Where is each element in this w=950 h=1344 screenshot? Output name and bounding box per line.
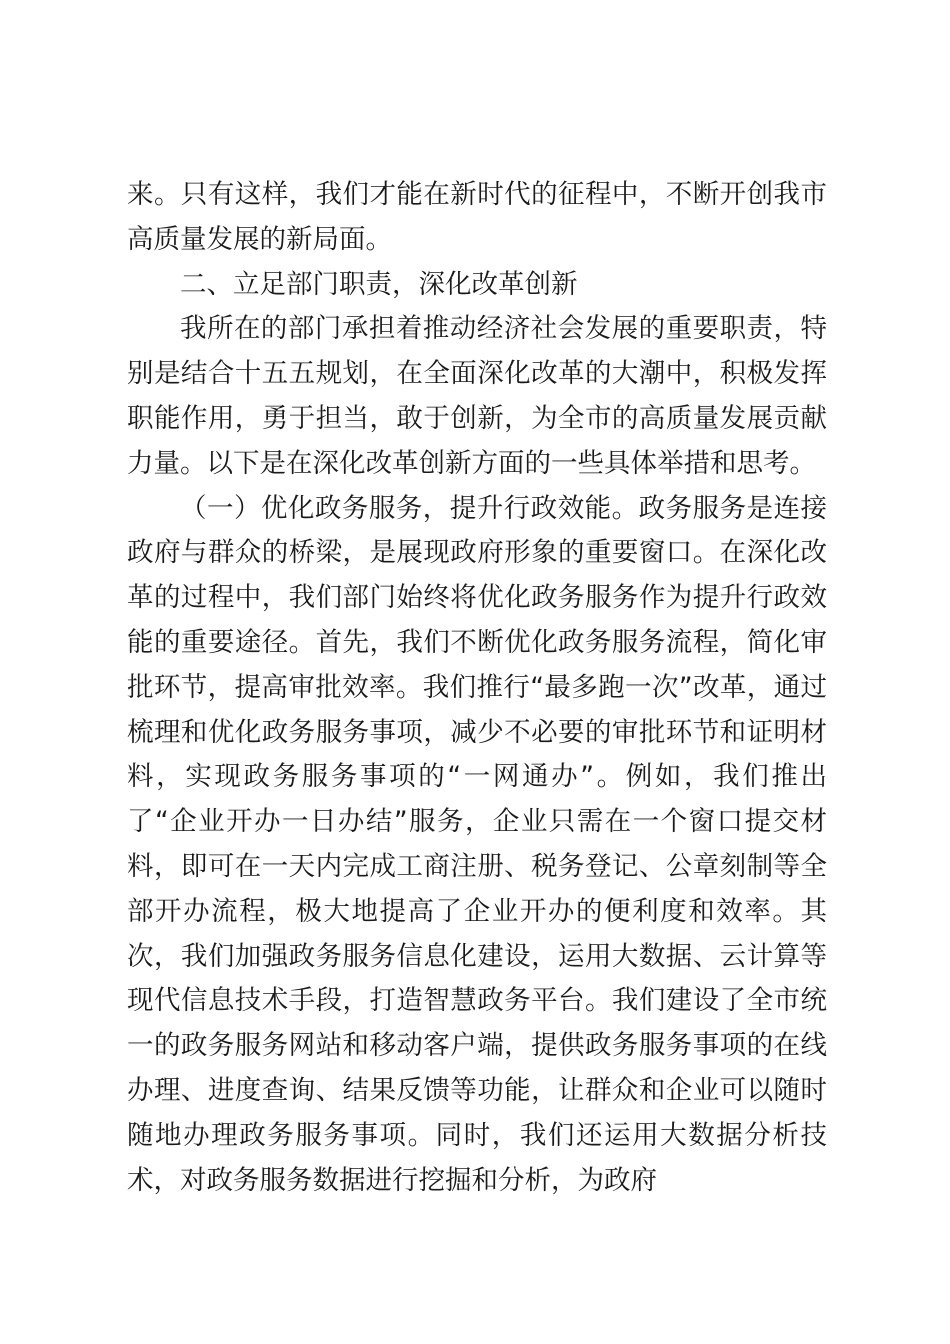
paragraph-subsection-one: （一）优化政务服务，提升行政效能。政务服务是连接政府与群众的桥梁，是展现政府形象的重要窗口。在深化改革的过程中，我们部门始终将优化政务服务作为提升行政效能的重要途径。首先，我们不断优化政务服务流程，简化审批环节，提高审批效率。我们推行“最多跑一次”改革，通过梳理和优化政务服务事项，减少不必要的审批环节和证明材料，实现政务服务事项的“一网通办”。例如，我们推出了“企业开办一日办结”服务，企业只需在一个窗口提交材料，即可在一天内完成工商注册、税务登记、公章刻制等全部开办流程，极大地提高了企业开办的便利度和效率。其次，我们加强政务服务信息化建设，运用大数据、云计算等现代信息技术手段，打造智慧政务平台。我们建设了全市统一的政务服务网站和移动客户端，提供政务服务事项的在线办理、进度查询、结果反馈等功能，让群众和企业可以随时随地办理政务服务事项。同时，我们还运用大数据分析技术，对政务服务数据进行挖掘和分析，为政府	[127, 492, 827, 1196]
paragraph-continuation: 来。只有这样，我们才能在新时代的征程中，不断开创我市高质量发展的新局面。	[127, 179, 827, 255]
paragraph-intro: 我所在的部门承担着推动经济社会发展的重要职责，特别是结合十五五规划，在全面深化改革的大潮中，积极发挥职能作用，勇于担当，敢于创新，为全市的高质量发展贡献力量。以下是在深化改革创新方面的一些具体举措和思考。	[127, 313, 827, 479]
section-heading: 二、立足部门职责，深化改革创新	[180, 268, 578, 300]
document-body	[127, 173, 827, 1203]
